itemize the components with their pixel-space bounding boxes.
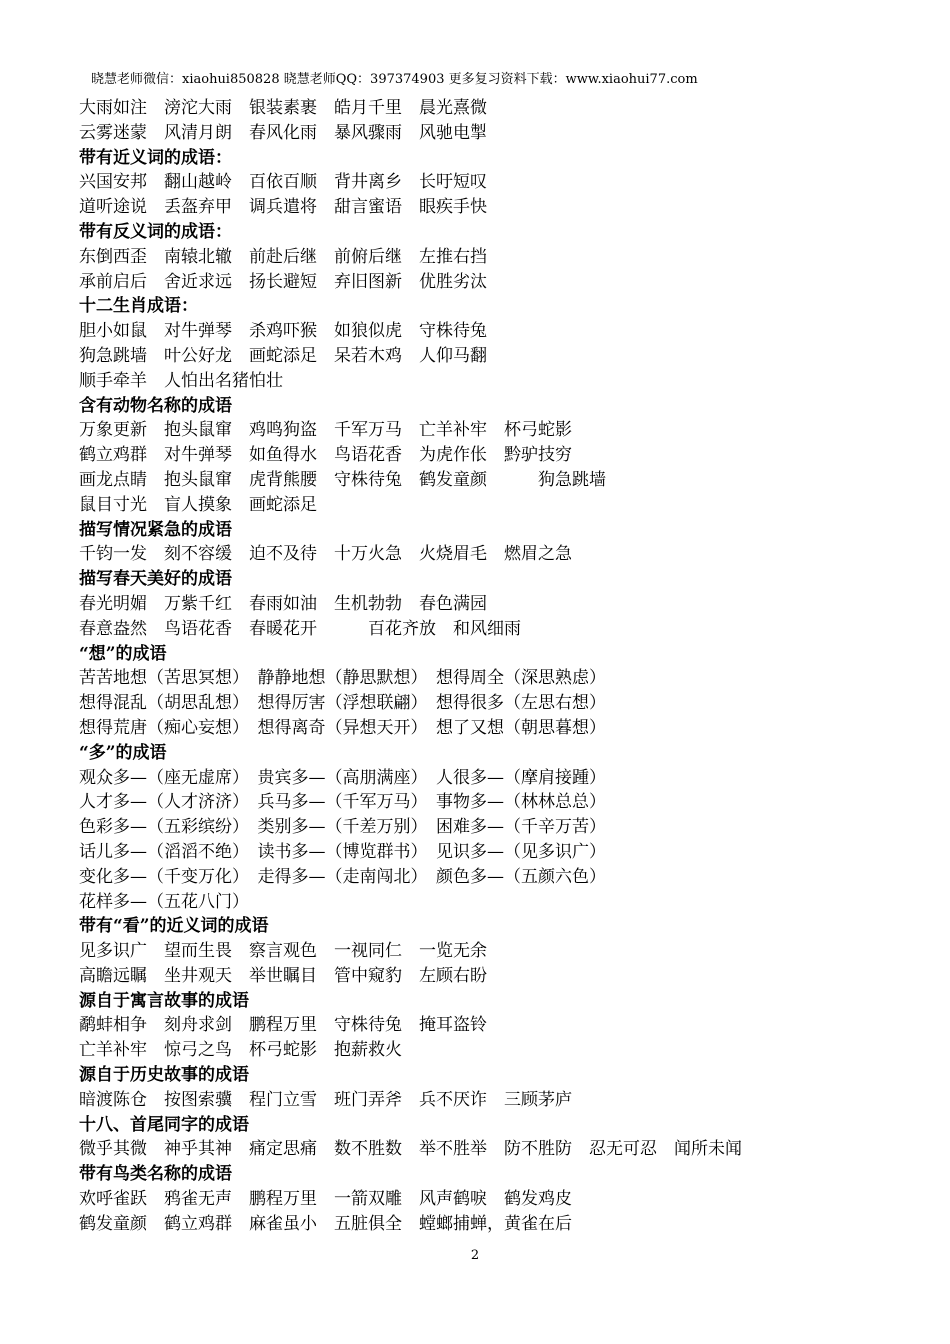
idiom-line: 高瞻远瞩 坐井观天 举世瞩目 管中窥豹 左顾右盼: [79, 965, 487, 986]
idiom-line: 鹬蚌相争 刻舟求剑 鹏程万里 守株待兔 掩耳盗铃: [79, 1015, 487, 1036]
idiom-line: 见多识广 望而生畏 察言观色 一视同仁 一览无余: [79, 941, 487, 962]
section-heading: 源自于历史故事的成语: [79, 1065, 249, 1086]
idiom-line: 人才多—（人才济济） 兵马多—（千军万马） 事物多—（林林总总）: [79, 792, 606, 813]
idiom-line: 话儿多—（滔滔不绝） 读书多—（博览群书） 见识多—（见多识广）: [79, 841, 606, 862]
idiom-line: 东倒西歪 南辕北辙 前赴后继 前俯后继 左推右挡: [79, 246, 487, 267]
idiom-line: 苦苦地想（苦思冥想） 静静地想（静思默想） 想得周全（深思熟虑）: [79, 668, 606, 689]
section-heading: 描写春天美好的成语: [79, 569, 232, 590]
section-heading: 十二生肖成语：: [79, 296, 198, 317]
idiom-line: 顺手牵羊 人怕出名猪怕壮: [79, 370, 283, 391]
idiom-line: 千钧一发 刻不容缓 迫不及待 十万火急 火烧眉毛 燃眉之急: [79, 544, 572, 565]
idiom-line: 鼠目寸光 盲人摸象 画蛇添足: [79, 494, 317, 515]
idiom-line: 云雾迷蒙 风清月朗 春风化雨 暴风骤雨 风驰电掣: [79, 122, 487, 143]
section-heading: 含有动物名称的成语: [79, 395, 232, 416]
section-heading: 带有“看”的近义词的成语: [79, 916, 269, 937]
section-heading: 描写情况紧急的成语: [79, 519, 232, 540]
idiom-line: 道听途说 丢盔弃甲 调兵遣将 甜言蜜语 眼疾手快: [79, 197, 487, 218]
page-header: 晓慧老师微信：xiaohui850828 晓慧老师QQ：397374903 更多复习资料下载：www.xiaohui77.com: [91, 72, 698, 87]
idiom-line: 暗渡陈仓 按图索骥 程门立雪 班门弄斧 兵不厌诈 三顾茅庐: [79, 1089, 572, 1110]
idiom-line: 亡羊补牢 惊弓之鸟 杯弓蛇影 抱薪救火: [79, 1040, 402, 1061]
section-heading: 带有近义词的成语：: [79, 147, 232, 168]
idiom-line: 画龙点睛 抱头鼠窜 虎背熊腰 守株待兔 鹤发童颜 狗急跳墙: [79, 469, 606, 490]
idiom-line: 微乎其微 神乎其神 痛定思痛 数不胜数 举不胜举 防不胜防 忍无可忍 闻所未闻: [79, 1139, 742, 1160]
idiom-line: 花样多—（五花八门）: [79, 891, 249, 912]
section-heading: 带有鸟类名称的成语: [79, 1164, 232, 1185]
idiom-line: 变化多—（千变万化） 走得多—（走南闯北） 颜色多—（五颜六色）: [79, 866, 606, 887]
page-number: 2: [470, 1248, 480, 1263]
idiom-line: 鹤立鸡群 对牛弹琴 如鱼得水 鸟语花香 为虎作伥 黔驴技穷: [79, 445, 572, 466]
section-heading: 源自于寓言故事的成语: [79, 990, 249, 1011]
idiom-line: 承前启后 舍近求远 扬长避短 弃旧图新 优胜劣汰: [79, 271, 487, 292]
idiom-line: 想得混乱（胡思乱想） 想得厉害（浮想联翩） 想得很多（左思右想）: [79, 693, 606, 714]
idiom-line: 狗急跳墙 叶公好龙 画蛇添足 呆若木鸡 人仰马翻: [79, 345, 487, 366]
idiom-line: 春意盎然 鸟语花香 春暖花开 百花齐放 和风细雨: [79, 618, 521, 639]
section-heading: 带有反义词的成语：: [79, 221, 232, 242]
section-heading: “多”的成语: [79, 742, 167, 763]
idiom-line: 万象更新 抱头鼠窜 鸡鸣狗盗 千军万马 亡羊补牢 杯弓蛇影: [79, 420, 572, 441]
idiom-list: [79, 96, 909, 1237]
section-heading: “想”的成语: [79, 643, 167, 664]
idiom-line: 春光明媚 万紫千红 春雨如油 生机勃勃 春色满园: [79, 593, 487, 614]
idiom-line: 欢呼雀跃 鸦雀无声 鹏程万里 一箭双雕 风声鹤唳 鹤发鸡皮: [79, 1189, 572, 1210]
section-heading: 十八、首尾同字的成语: [79, 1114, 249, 1135]
idiom-line: 观众多—（座无虚席） 贵宾多—（高朋满座） 人很多—（摩肩接踵）: [79, 767, 606, 788]
idiom-line: 想得荒唐（痴心妄想） 想得离奇（异想天开） 想了又想（朝思暮想）: [79, 717, 606, 738]
idiom-line: 胆小如鼠 对牛弹琴 杀鸡吓猴 如狼似虎 守株待兔: [79, 321, 487, 342]
idiom-line: 大雨如注 滂沱大雨 银装素裹 皓月千里 晨光熹微: [79, 98, 487, 118]
idiom-line: 色彩多—（五彩缤纷） 类别多—（千差万别） 困难多—（千辛万苦）: [79, 817, 606, 838]
idiom-line: 兴国安邦 翻山越岭 百依百顺 背井离乡 长吁短叹: [79, 172, 487, 193]
idiom-line: 鹤发童颜 鹤立鸡群 麻雀虽小 五脏俱全 螳螂捕蝉，黄雀在后: [79, 1213, 572, 1234]
